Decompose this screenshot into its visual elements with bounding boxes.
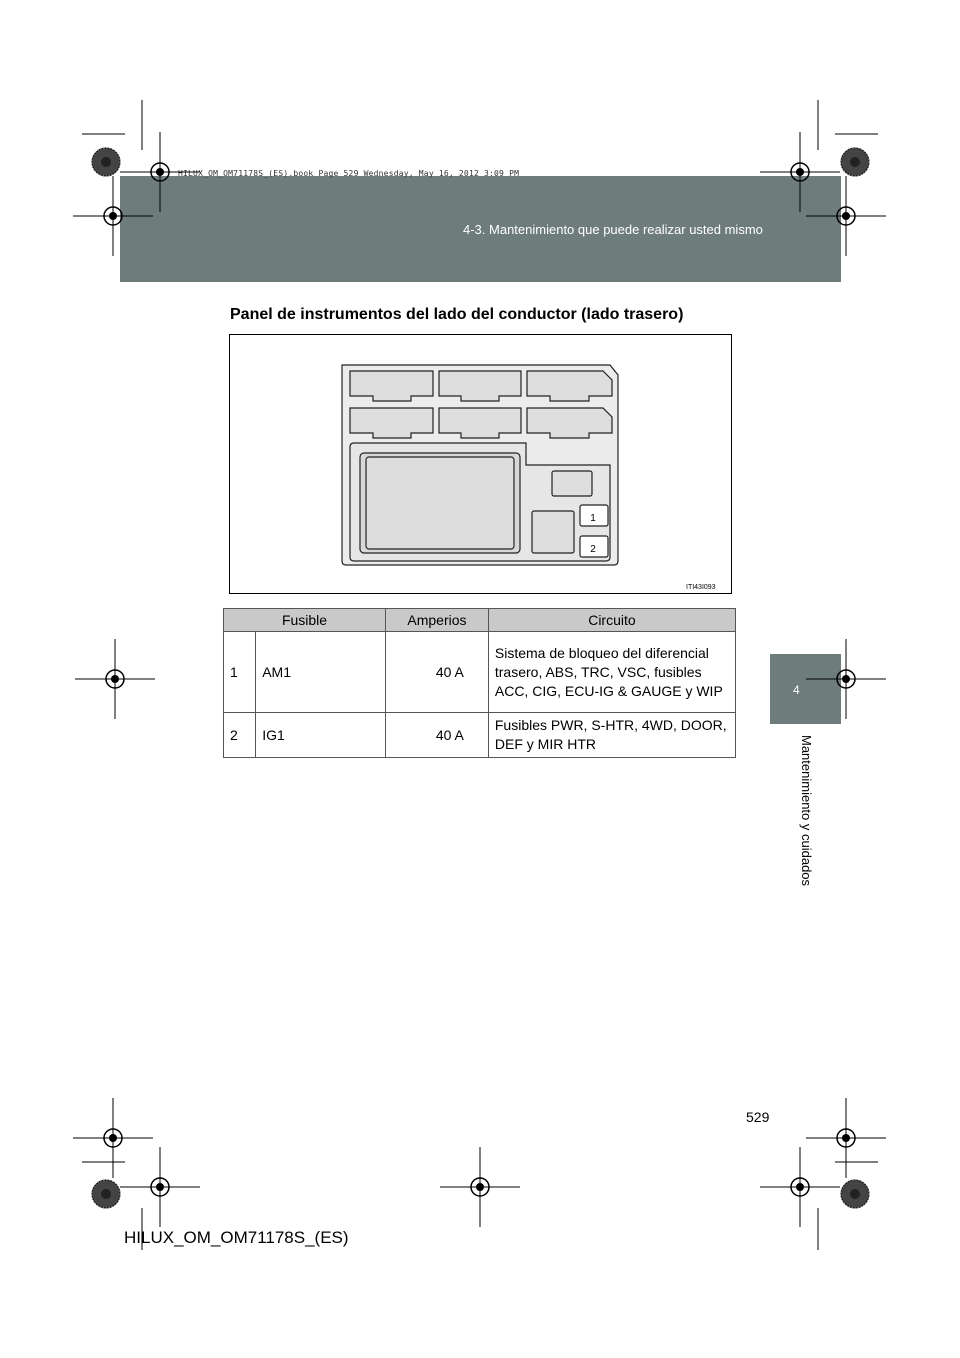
registration-cross-icon	[760, 132, 840, 212]
row-number: 1	[224, 632, 256, 713]
print-stamp: HILUX_OM_OM71178S_(ES).book Page 529 Wednesday, May 16, 2012 3:09 PM	[178, 169, 520, 178]
registration-wheel-icon	[841, 148, 869, 176]
registration-cross-icon	[120, 132, 200, 212]
row-number: 2	[224, 713, 256, 758]
page-number: 529	[746, 1109, 770, 1125]
figure-code: ITI43I093	[686, 584, 716, 591]
registration-cross-icon	[806, 639, 886, 719]
header-amps: Amperios	[386, 609, 489, 632]
registration-wheel-icon	[92, 1180, 120, 1208]
amperage: 40 A	[386, 713, 489, 758]
fuse-name: AM1	[256, 632, 386, 713]
circuit: Sistema de bloqueo del diferencial trasero, ABS, TRC, VSC, fusibles ACC, CIG, ECU-IG & GAUGE y WIP	[488, 632, 735, 713]
header-circuit: Circuito	[488, 609, 735, 632]
registration-cross-icon	[75, 639, 155, 719]
chapter-label-text: Mantenimiento y cuidados	[799, 735, 814, 887]
amperage: 40 A	[386, 632, 489, 713]
page-title: Panel de instrumentos del lado del conductor (lado trasero)	[230, 306, 684, 323]
registration-cross-icon	[73, 1098, 153, 1178]
document-footer: HILUX_OM_OM71178S_(ES)	[124, 1228, 349, 1247]
section-heading: 4-3. Mantenimiento que puede realizar usted mismo	[463, 222, 763, 237]
fuse-name: IG1	[256, 713, 386, 758]
header-fuse: Fusible	[224, 609, 386, 632]
registration-cross-icon	[760, 1147, 840, 1227]
callout-1: 1	[590, 513, 596, 524]
circuit: Fusibles PWR, S-HTR, 4WD, DOOR, DEF y MIR HTR	[488, 713, 735, 758]
chapter-number: 4	[793, 683, 800, 697]
registration-wheel-icon	[92, 148, 120, 176]
registration-cross-icon	[806, 1098, 886, 1178]
registration-cross-icon	[73, 176, 153, 256]
registration-wheel-icon	[841, 1180, 869, 1208]
callout-2: 2	[590, 544, 596, 555]
registration-cross-icon	[806, 176, 886, 256]
registration-cross-icon	[120, 1147, 200, 1227]
registration-cross-icon	[440, 1147, 520, 1227]
